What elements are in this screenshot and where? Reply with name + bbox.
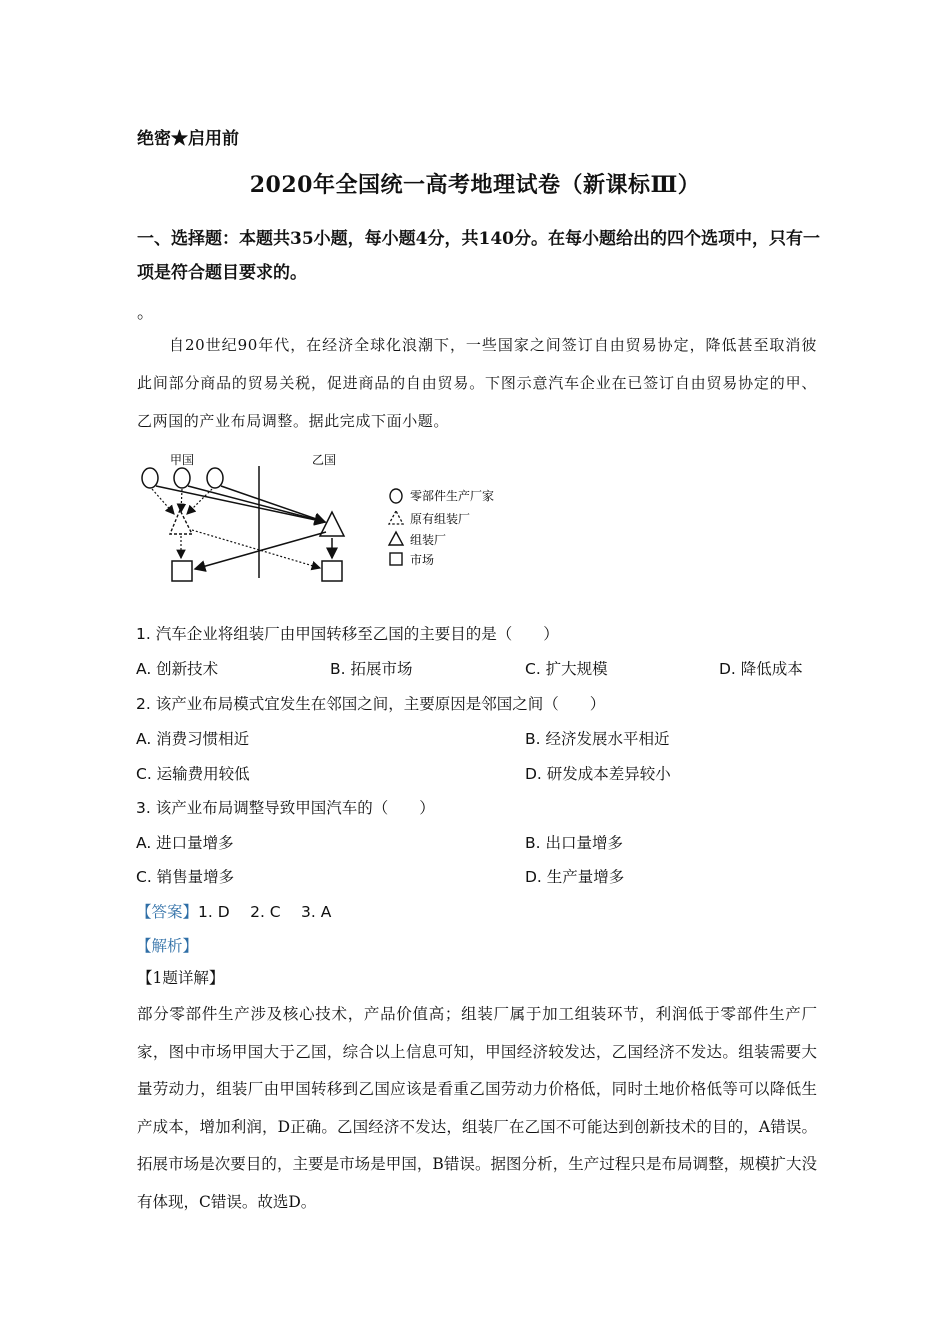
q2-option-a: A. 消费习惯相近 [136,730,250,748]
q3-option-d: D. 生产量增多 [525,868,625,886]
analysis-sub-heading: 【1题详解】 [137,969,225,987]
old-flow-arrow [192,530,320,568]
answer-line [136,900,331,922]
q1-option-d: D. 降低成本 [719,660,803,678]
analysis-tag: 【解析】 [136,937,199,955]
legend-label: 零部件生产厂家 [410,489,495,503]
answer-value: 1. D 2. C 3. A [198,903,332,921]
country-b-label: 乙国 [312,453,337,467]
question-2: 2. 该产业布局模式宜发生在邻国之间，主要原因是邻国之间（ ） [136,695,606,713]
q1-option-c: C. 扩大规模 [525,660,608,678]
q2-option-d: D. 研发成本差异较小 [525,765,671,783]
parts-factory-icon [174,468,190,488]
country-a-label: 甲国 [170,453,195,467]
market-icon [172,561,192,581]
legend-dashed-triangle-icon [389,511,403,524]
market-icon [322,561,342,581]
answer-tag: 【答案】 [136,903,199,921]
section-heading: 一、选择题：本题共35小题，每小题4分，共140分。在每小题给出的四个选项中，只有一项是符合题目要求的。 [137,229,820,283]
flow-arrow [156,486,325,522]
legend-label: 组装厂 [410,533,447,547]
q2-option-b: B. 经济发展水平相近 [525,730,670,748]
legend-circle-icon [390,489,402,503]
q1-option-b: B. 拓展市场 [330,660,413,678]
q3-option-c: C. 销售量增多 [136,868,235,886]
page-title: 2020年全国统一高考地理试卷（新课标Ⅲ） [249,172,701,198]
parts-factory-icon [207,468,223,488]
q3-option-a: A. 进口量增多 [136,834,234,852]
legend-label: 市场 [410,553,435,567]
flow-arrow [188,486,325,522]
old-flow-arrow [181,489,182,512]
q2-option-c: C. 运输费用较低 [136,765,250,783]
old-flow-arrow [152,489,174,514]
analysis-text: 部分零部件生产涉及核心技术，产品价值高；组装厂属于加工组装环节，利润低于零部件生产厂家，图中市场甲国大于乙国，综合以上信息可知，甲国经济较发达，乙国经济不发达。组装需要大量劳动力，组装厂由甲国转移到乙国应该是看重乙国劳动力价格低，同时土地价格低等可以降低生产成本，增加利润，D正确。乙国经济不发达，组装厂在乙国不可能达到创新技术的目的，A错误。拓展市场是次要目的，主要是市场是甲国，B错误。据图分析，生产过程只是布局调整，规模扩大没有体现，C错误。故选D。 [137,1005,817,1211]
question-3: 3. 该产业布局调整导致甲国汽车的（ ） [136,799,435,817]
q3-option-b: B. 出口量增多 [525,834,623,852]
legend-square-icon [390,553,402,565]
parts-factory-icon [142,468,158,488]
flow-arrow [195,532,326,569]
q1-option-a: A. 创新技术 [136,660,219,678]
legend-triangle-icon [389,532,403,545]
stray-mark: 。 [137,303,154,323]
secret-label: 绝密★启用前 [137,129,239,149]
intro-paragraph: 自20世纪90年代，在经济全球化浪潮下，一些国家之间签订自由贸易协定，降低甚至取消彼此间部分商品的贸易关税，促进商品的自由贸易。下图示意汽车企业在已签订自由贸易协定的甲、乙两国的产业布局调整。据此完成下面小题。 [137,336,817,430]
industry-layout-diagram [130,446,530,596]
question-1: 1. 汽车企业将组装厂由甲国转移至乙国的主要目的是（ ） [136,625,559,643]
flow-arrow [221,486,325,522]
legend-label: 原有组装厂 [410,512,471,526]
